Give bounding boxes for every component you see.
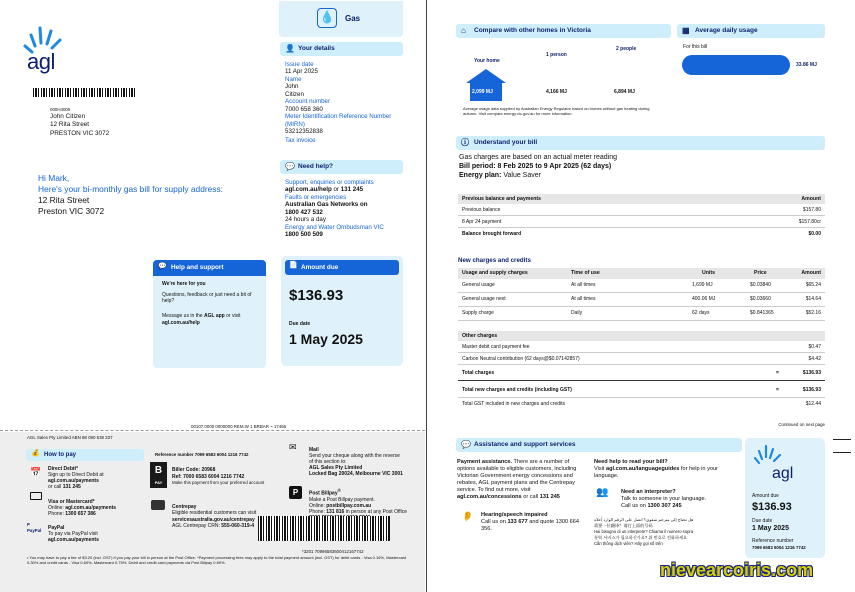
cell: General usage bbox=[462, 282, 495, 288]
assistance-header bbox=[456, 438, 742, 452]
faults-phone[interactable]: 1800 427 532 bbox=[285, 208, 323, 216]
chat-icon: 💬 bbox=[158, 263, 167, 270]
col-header: Usage and supply charges bbox=[462, 270, 528, 276]
payment-stub bbox=[745, 438, 825, 558]
phone[interactable]: 1300 307 245 bbox=[647, 502, 682, 509]
section-title: Amount due bbox=[301, 264, 339, 271]
stub-ref-label: Reference number bbox=[752, 538, 794, 544]
daily-usage-value: 33.86 MJ bbox=[796, 62, 817, 68]
person-icon: 👤 bbox=[285, 44, 295, 53]
support-phone[interactable]: 131 245 bbox=[340, 186, 364, 194]
support-label: Support, enquiries or complaints bbox=[285, 179, 374, 186]
cut-mark bbox=[833, 439, 851, 453]
table-row bbox=[458, 228, 825, 240]
customer-code: 000H4005 bbox=[50, 107, 71, 112]
faults-hours: 24 hours a day bbox=[285, 216, 326, 224]
payments-link[interactable]: agl.com.au/payments bbox=[65, 505, 117, 511]
phone[interactable]: 1300 657 386 bbox=[65, 511, 96, 517]
text: for help in your language. bbox=[594, 465, 718, 479]
watermark: nievearcoiris.com bbox=[660, 560, 814, 580]
cell: $136.93 bbox=[802, 387, 821, 393]
text: Phone: bbox=[309, 508, 327, 515]
support-message bbox=[162, 313, 258, 319]
your-details-header bbox=[280, 42, 403, 56]
daily-usage-bar bbox=[682, 55, 790, 75]
text: Sign up to Direct Debit at bbox=[48, 472, 104, 478]
how-to-pay-header bbox=[26, 449, 144, 461]
stub-amount-label: Amount due bbox=[752, 493, 779, 499]
read-bill-help bbox=[594, 459, 736, 480]
post-billpay-icon: P bbox=[289, 486, 302, 499]
text: or call bbox=[48, 484, 63, 490]
mail-icon: ✉ bbox=[289, 442, 297, 452]
info-icon: ⓘ bbox=[461, 138, 469, 147]
cell: = bbox=[776, 387, 779, 393]
home-house-icon bbox=[466, 69, 506, 83]
faults-org: Australian Gas Networks on bbox=[285, 201, 368, 209]
cell: $157.80 bbox=[802, 207, 821, 213]
agl-app-link[interactable]: AGL app bbox=[203, 313, 225, 319]
home-usage: 2,099 MJ bbox=[472, 89, 493, 95]
help-support-box bbox=[153, 260, 266, 368]
amount-due-header bbox=[285, 260, 399, 275]
reference-number: Reference number 7099 6583 6004 1216 7742 bbox=[155, 452, 249, 457]
cell: At all times bbox=[571, 282, 596, 288]
cell: $14.64 bbox=[805, 296, 821, 302]
text: Phone: bbox=[48, 511, 66, 517]
ombudsman-label: Energy and Water Ombudsman VIC bbox=[285, 223, 384, 231]
language-line: 需要一位翻译？请打上面的号码 bbox=[594, 522, 653, 528]
text: Need an interpreter? bbox=[621, 489, 676, 495]
cell: $157.80cr bbox=[798, 219, 821, 225]
section-title: Need help? bbox=[298, 163, 334, 170]
table-row bbox=[458, 365, 825, 381]
cell: Total GST included in new charges and credits bbox=[462, 401, 566, 407]
payments-link[interactable]: agl.com.au/payments bbox=[48, 478, 99, 484]
payments-link[interactable]: agl.com.au/payments bbox=[48, 537, 99, 543]
postbill-link[interactable]: postbillpay.com.au bbox=[326, 502, 372, 509]
reg-mark: ® bbox=[337, 488, 341, 493]
payment-barcode bbox=[258, 516, 390, 541]
cell: $4.42 bbox=[808, 356, 821, 362]
table-header: Other charges bbox=[458, 331, 825, 341]
col-header: Amount bbox=[801, 196, 821, 202]
support-url[interactable]: agl.com.au/help bbox=[162, 320, 200, 326]
table-header bbox=[458, 268, 825, 279]
usage-table bbox=[458, 268, 825, 321]
option-title: Post Billpay bbox=[309, 490, 338, 497]
support-link[interactable]: agl.com.au/help bbox=[285, 186, 332, 194]
plan-name: Value Saver bbox=[503, 171, 541, 179]
interpreter-icon: 👥 bbox=[596, 487, 609, 498]
need-help bbox=[285, 179, 403, 239]
cell: $136.93 bbox=[802, 370, 821, 376]
other-charges-table bbox=[458, 331, 825, 410]
col-header: Amount bbox=[801, 270, 821, 276]
table-row bbox=[458, 279, 825, 293]
section-title: Your details bbox=[298, 45, 335, 52]
compare-header bbox=[456, 24, 671, 38]
bpay-ref: 7000 6583 6004 1216 7742 bbox=[183, 473, 245, 480]
name-label: Name bbox=[285, 75, 302, 83]
greeting-block bbox=[38, 173, 223, 217]
language-list bbox=[594, 517, 736, 546]
text: AGL Sales Pty Limited bbox=[309, 465, 363, 471]
cell: At all times bbox=[571, 296, 596, 302]
cell: $0.03660 bbox=[750, 296, 771, 302]
text: Send your cheque along with the reverse of this section to: bbox=[309, 453, 400, 465]
section-title: Understand your bill bbox=[474, 139, 538, 146]
text: Online: bbox=[48, 505, 66, 511]
due-date-label: Due date bbox=[289, 321, 311, 327]
text: Call us on bbox=[621, 502, 648, 509]
option-title: Mail bbox=[309, 447, 319, 453]
cell: Total charges bbox=[462, 370, 495, 376]
cell: 62 days bbox=[692, 310, 710, 316]
phone[interactable]: 131 816 bbox=[326, 508, 345, 515]
two-people-usage: 6,894 MJ bbox=[614, 89, 635, 95]
account-number: 7000 658 360 bbox=[285, 105, 323, 113]
agl-wordmark: agl bbox=[27, 49, 55, 74]
bill-period: Bill period: 8 Feb 2025 to 9 Apr 2025 (62 days) bbox=[459, 162, 612, 170]
text: Eligible residential customers can visit bbox=[172, 510, 257, 517]
ombudsman-phone[interactable]: 1800 500 509 bbox=[285, 231, 323, 239]
section-title: Average daily usage bbox=[695, 27, 758, 34]
bpay-note: Make this payment from your preferred account bbox=[172, 480, 265, 485]
visa-mastercard bbox=[48, 499, 143, 517]
bill-page-front bbox=[0, 0, 425, 592]
one-person-label: 1 person bbox=[546, 52, 567, 58]
daily-usage-header bbox=[677, 24, 825, 38]
due-date: 1 May 2025 bbox=[289, 331, 363, 347]
phone[interactable]: 133 677 bbox=[507, 518, 528, 525]
your-details bbox=[285, 61, 401, 145]
supply-address-line: 12 Rita Street bbox=[38, 194, 90, 205]
cell: $0.47 bbox=[808, 344, 821, 350]
col-header: Time of use bbox=[571, 270, 600, 276]
option-title: Visa or Mastercard* bbox=[48, 499, 95, 505]
tax-invoice-label: Tax invoice bbox=[285, 137, 316, 145]
hearing-icon: 👂 bbox=[462, 511, 474, 521]
help-support-header bbox=[153, 260, 266, 276]
text: Call us on bbox=[481, 518, 508, 525]
calendar-icon: ▦ bbox=[682, 26, 690, 35]
section-title: Assistance and support services bbox=[474, 441, 576, 448]
understand-text bbox=[459, 154, 617, 180]
text: AGL Centrepay CRN: bbox=[172, 522, 222, 529]
new-charges-title: New charges and credits bbox=[458, 257, 531, 264]
your-home-label: Your home bbox=[474, 58, 500, 64]
cell: 400.06 MJ bbox=[692, 296, 716, 302]
home-icon: ⌂ bbox=[461, 26, 466, 35]
cell: $0.03840 bbox=[750, 282, 771, 288]
text: To pay via PayPal visit bbox=[48, 531, 98, 537]
centrepay-crn: 555-060-319-4 bbox=[221, 522, 255, 529]
greeting: Hi Mark, bbox=[38, 173, 70, 183]
cut-line bbox=[0, 430, 425, 431]
section-title: How to pay bbox=[44, 452, 77, 458]
cell: $65.24 bbox=[805, 282, 821, 288]
cell: $12.44 bbox=[805, 401, 821, 407]
cell: Previous balance bbox=[462, 207, 501, 213]
paypal-icon: P PayPal bbox=[27, 522, 42, 533]
mail-option bbox=[309, 447, 405, 477]
flame-icon: 💧 bbox=[317, 8, 337, 28]
col-header: Price bbox=[754, 270, 767, 276]
text: or call bbox=[521, 493, 540, 500]
fineprint: • You may have to pay a fee of $3.20 (incl. GST) if you pay your bill in person at the Post Office. *Payment processing fees may apply to the total payment amount (incl. GST) for debit cards - Visa 0.16%, Mastercard 0.30% and credit cards - Visa 0.69%, Mastercard 0.75%. Debit and credit card payments via Post Billpay 0.69%. bbox=[27, 555, 407, 566]
section-title: Compare with other homes in Victoria bbox=[474, 27, 591, 34]
bpay-logo: B PAY bbox=[150, 462, 167, 488]
chat-icon: 💬 bbox=[285, 162, 295, 171]
table-header bbox=[458, 194, 825, 204]
centrepay-link[interactable]: servicesaustralia.gov.au/centrepay bbox=[172, 516, 255, 523]
stub-amount: $136.93 bbox=[752, 501, 792, 513]
issue-date: 11 Apr 2025 bbox=[285, 68, 318, 76]
cell: General usage next bbox=[462, 296, 506, 302]
table-row bbox=[458, 216, 825, 228]
plan-label: Energy plan: bbox=[459, 171, 504, 179]
page-divider bbox=[426, 0, 427, 592]
cell: Supply charge bbox=[462, 310, 494, 316]
mailing-address bbox=[50, 113, 109, 138]
issue-date-label: Issue date bbox=[285, 61, 314, 68]
ref-label: Ref: bbox=[172, 473, 184, 480]
phone[interactable]: 131 245 bbox=[539, 493, 560, 500]
cell: = bbox=[776, 370, 779, 376]
direct-debit bbox=[48, 466, 143, 490]
compare-note: Average usage data supplied by Australian Energy Regulator based on homes without gas heating during autumn. Visit compare.energy.vic.gov.au for more information. bbox=[463, 106, 650, 116]
language-line: هل تحتاج إلى مترجم شفوي؟ اتصل على الرقم الوارد أعلاه bbox=[594, 517, 694, 522]
text: Make a Post Billpay bbox=[309, 496, 353, 503]
address-line: PRESTON VIC 3072 bbox=[50, 129, 110, 137]
text: Hearing/speech impaired bbox=[481, 512, 548, 518]
text: Message us in the bbox=[162, 313, 204, 319]
document-icon: 📄 bbox=[289, 262, 298, 269]
cell: Daily bbox=[571, 310, 583, 316]
option-title: Direct Debit* bbox=[48, 466, 79, 472]
two-people-label: 2 people bbox=[616, 46, 637, 52]
cell: 1,699 MJ bbox=[692, 282, 713, 288]
table-row bbox=[458, 382, 825, 398]
understand-header bbox=[456, 136, 825, 150]
mirn-value: 53212352838 bbox=[285, 127, 323, 135]
abn-line: AGL Sales Pty Limited ABN 88 090 538 337 bbox=[27, 435, 113, 440]
table-row bbox=[458, 204, 825, 216]
text: Payment assistance. bbox=[457, 459, 513, 465]
name-value: John bbox=[285, 83, 299, 91]
support-question: Questions, feedback or just need a bit of help? bbox=[162, 292, 252, 305]
supply-address-line: Preston VIC 3072 bbox=[38, 205, 105, 216]
paypal bbox=[48, 525, 143, 543]
cell: $52.16 bbox=[805, 310, 821, 316]
cell: Master debit card payment fee bbox=[462, 344, 530, 350]
reading-note: Gas charges are based on an actual meter reading bbox=[459, 154, 617, 161]
stub-due-label: Due date bbox=[752, 518, 773, 524]
cell: $0.00 bbox=[808, 231, 821, 237]
address-line: 12 Rita Street bbox=[50, 121, 90, 129]
previous-balance-table bbox=[458, 194, 825, 240]
faults-label: Faults or emergencies bbox=[285, 193, 347, 201]
text: Visit bbox=[594, 465, 607, 472]
mirn-label: Meter Identification Reference Number (MIRN) bbox=[285, 113, 392, 128]
language-line: Cần thông dịch viên? Hãy gọi số trên bbox=[594, 540, 663, 546]
text: Talk to someone in your language. bbox=[621, 495, 707, 502]
interpreter bbox=[621, 489, 741, 510]
table-row bbox=[458, 398, 825, 410]
amount-due: $136.93 bbox=[289, 287, 344, 304]
section-title: Help and support bbox=[171, 264, 224, 271]
bill-page-back bbox=[428, 0, 855, 592]
table-row bbox=[458, 307, 825, 321]
language-guides-link[interactable]: agl.com.au/languageguides bbox=[606, 465, 680, 472]
text: Online: bbox=[309, 502, 327, 509]
concessions-link[interactable]: agl.com.au/concessions bbox=[457, 493, 522, 500]
doc-code: 00107.0000 0000000 REM.W 1 BRBAR ~ 17466 bbox=[191, 424, 287, 429]
cell: Total new charges and credits (including GST) bbox=[462, 387, 572, 393]
text: in person at any Post Office bbox=[344, 508, 408, 515]
agl-wordmark-small: agl bbox=[772, 465, 794, 482]
text: Locked Bag 20024, Melbourne VIC 3001 bbox=[309, 471, 403, 477]
biller-label: Biller Code: bbox=[172, 467, 202, 473]
card-icon bbox=[30, 492, 42, 500]
cell: Balance brought forward bbox=[462, 231, 522, 237]
bpay-details bbox=[172, 467, 282, 486]
postal-barcode bbox=[33, 88, 135, 97]
daily-for-bill-label: For this bill bbox=[683, 44, 708, 50]
table-row bbox=[458, 341, 825, 353]
address-line: John Citizen bbox=[50, 113, 86, 120]
phone[interactable]: 131 245 bbox=[62, 484, 81, 490]
stub-ref: 7099 6583 6004 1216 7742 bbox=[752, 545, 806, 550]
col-header: Previous balance and payments bbox=[462, 196, 541, 202]
table-row bbox=[458, 353, 825, 365]
coin-icon: 💰 bbox=[31, 450, 40, 457]
text: or visit bbox=[224, 313, 241, 319]
intro-text: Here's your bi-monthly gas bill for supply address: bbox=[38, 183, 223, 194]
chat-icon: 💬 bbox=[461, 440, 471, 449]
cell: 8 Apr 24 payment bbox=[462, 219, 502, 225]
payment-assistance bbox=[457, 459, 587, 501]
text: There are a number of options available to eligible customers, including Victorian Government energy concessions and rebates, AGL payment plans and the Centrepay service. To find out more, visit bbox=[457, 459, 577, 493]
centrepay-icon bbox=[151, 500, 165, 510]
direct-debit-icon: 📅 bbox=[30, 467, 42, 477]
account-number-label: Account number bbox=[285, 98, 331, 106]
stub-due: 1 May 2025 bbox=[752, 525, 789, 532]
need-help-header bbox=[280, 160, 403, 174]
biller-code: 20968 bbox=[201, 467, 216, 473]
cell: $0.841365 bbox=[750, 310, 774, 316]
cell: Carbon Neutral contribution (62 days@$0.07142857) bbox=[462, 356, 580, 362]
agl-logo bbox=[22, 22, 92, 78]
one-person-usage: 4,166 MJ bbox=[546, 89, 567, 95]
text: payment. bbox=[352, 496, 375, 503]
support-heading: We're here for you bbox=[162, 281, 206, 287]
option-title: Centrepay bbox=[172, 504, 197, 510]
continued-note: Continued on next page bbox=[778, 422, 825, 427]
gas-badge bbox=[279, 1, 403, 37]
amount-due-box bbox=[281, 256, 403, 366]
or-text: or bbox=[331, 186, 341, 194]
gas-label: Gas bbox=[345, 14, 361, 23]
col-header: Units bbox=[702, 270, 715, 276]
table-row bbox=[458, 293, 825, 307]
language-line: Hai bisogno di un interprete? Chiama il numero sopra bbox=[594, 528, 694, 534]
option-title: PayPal bbox=[48, 525, 65, 531]
text: and quote 1300 664 356. bbox=[481, 518, 579, 532]
language-line: 통역 서비스가 필요하신가요? 위 번호로 전화하세요 bbox=[594, 534, 688, 540]
text: Need help to read your bill? bbox=[594, 459, 668, 465]
name-value: Citizen bbox=[285, 90, 304, 98]
barcode-number: *3201 70996583600412167742 bbox=[302, 549, 364, 554]
hearing-impaired bbox=[481, 512, 586, 533]
